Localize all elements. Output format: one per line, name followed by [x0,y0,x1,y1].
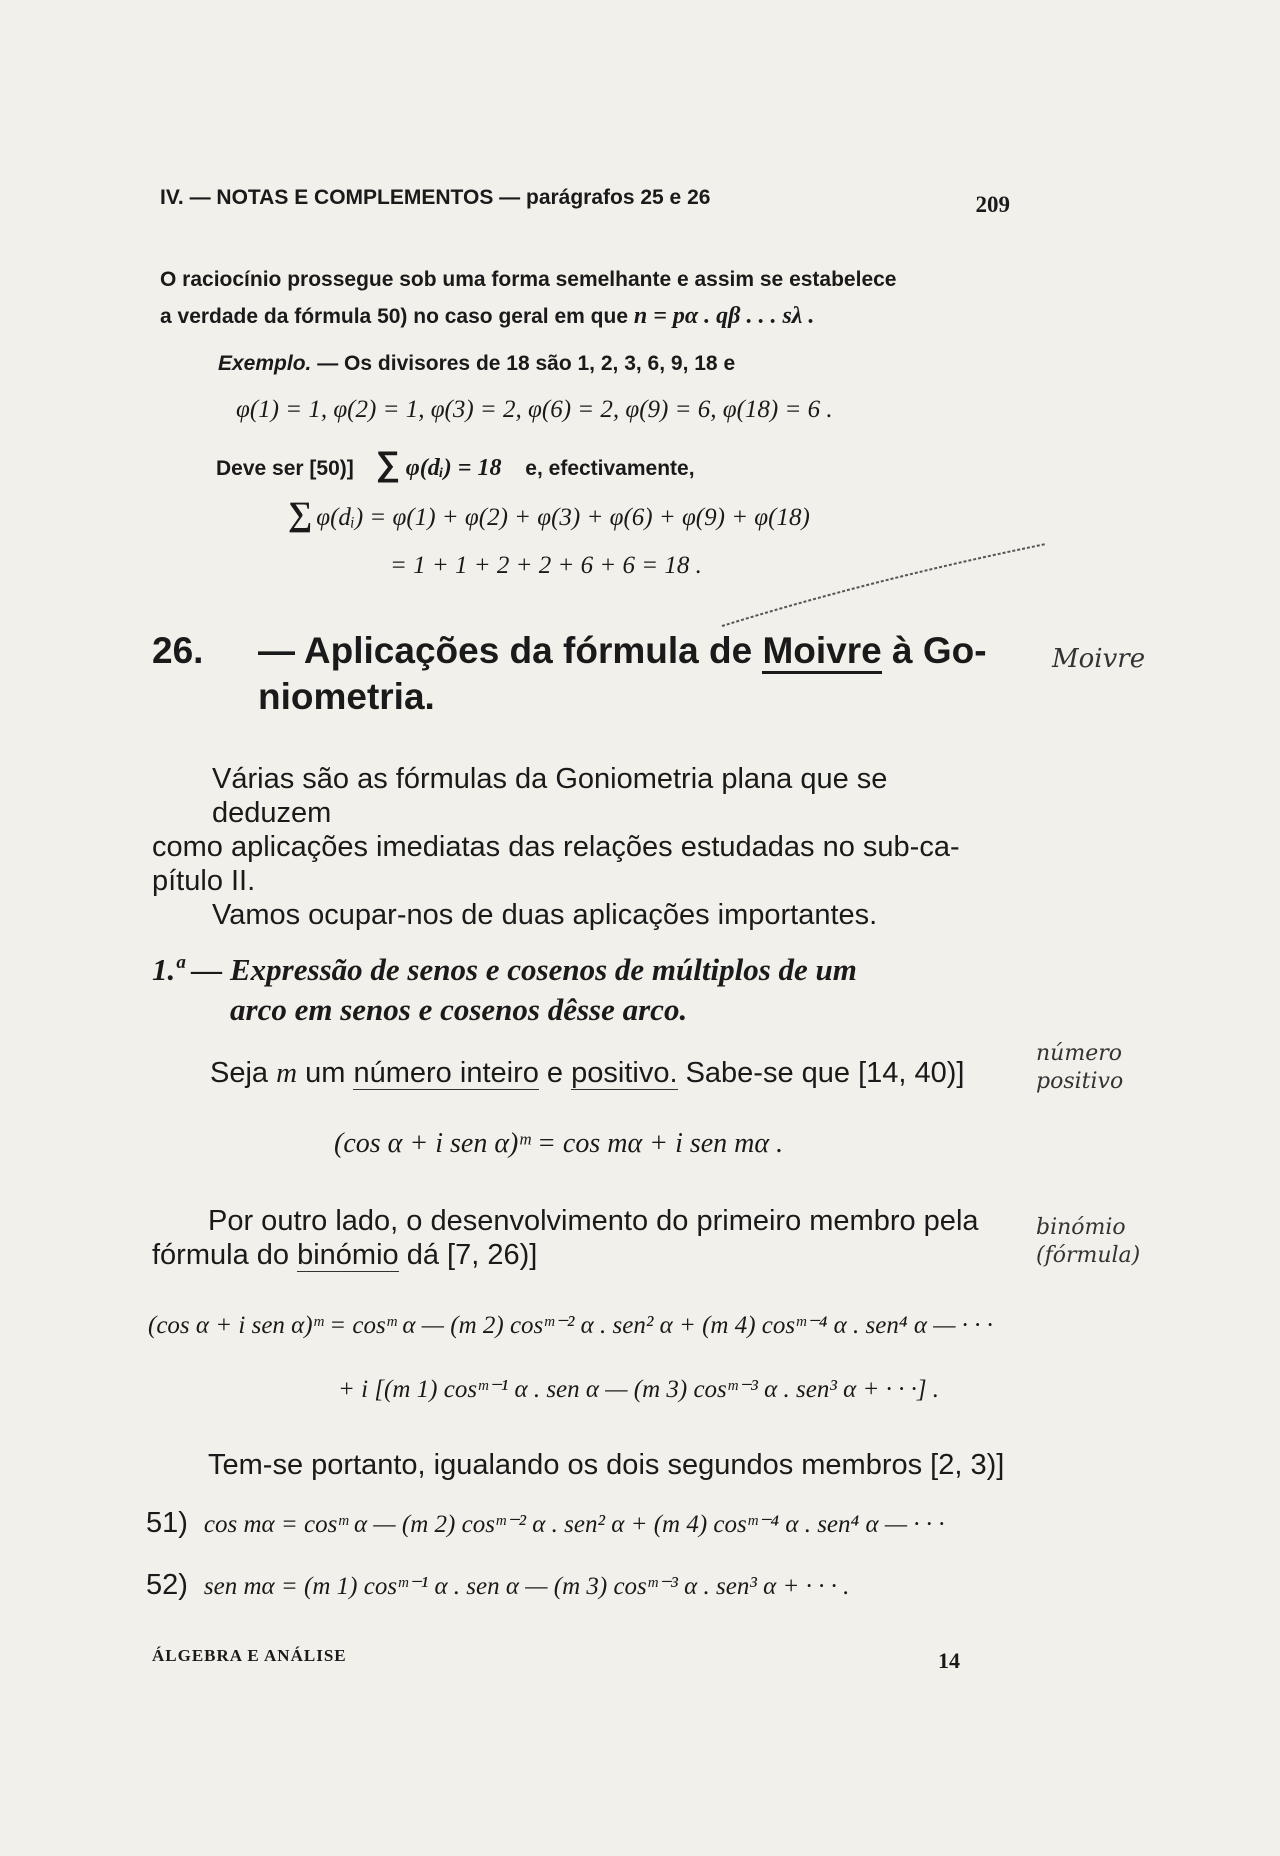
sigma-symbol: ∑ [375,445,400,483]
sum-line2: = 1 + 1 + 2 + 2 + 6 + 6 = 18 . [390,552,702,579]
margin-note-numero: número positivo [1036,1041,1124,1094]
tem-se-line: Tem-se portanto, igualando os dois segundos membros [2, 3)] [208,1449,1005,1481]
seja-positivo: positivo. [571,1057,678,1089]
section-26-line1 [152,628,1032,674]
seja-suffix: Sabe-se que [14, 40)] [685,1057,965,1089]
seja-numero-inteiro: número inteiro [353,1057,539,1089]
footer-book-title: ÁLGEBRA E ANÁLISE [152,1646,347,1665]
por-outro-paragraph [152,1204,1012,1272]
eq51-formula: cos mα = cosᵐ α — (m 2) cosᵐ⁻² α . sen² α + (m 4) cosᵐ⁻⁴ α . sen⁴ α — · · · [203,1511,945,1538]
subsection-1 [152,950,1032,1030]
example-text: — Os divisores de 18 são 1, 2, 3, 6, 9, 18 e [317,352,736,375]
para1-formula: n = pα . qβ . . . sλ . [633,303,815,329]
section-title-line2: niometria. [258,676,435,717]
seja-e: e [546,1057,564,1089]
intro-line3: pítulo II. [152,865,256,897]
sum-line1 [288,496,810,534]
intro-line2: como aplicações imediatas das relações estudadas no sub-ca- [152,831,960,863]
eq51-label: 51) [146,1507,188,1539]
intro-paragraph [152,762,1012,932]
eq52-label: 52) [146,1569,188,1601]
equation-52 [146,1568,849,1602]
de-moivre-formula: (cos α + i sen α)ᵐ = cos mα + i sen mα . [334,1128,784,1159]
por-outro-line2a: fórmula do [152,1239,290,1271]
section-number: 26. [152,630,204,671]
expansion-line2: + i [(m 1) cosᵐ⁻¹ α . sen α — (m 3) cosᵐ⁻³ α . sen³ α + · · ·] . [338,1376,940,1403]
example-line [218,346,1018,382]
section-title-part1: — Aplicações da fórmula de [258,630,753,671]
intro-line4: Vamos ocupar-nos de duas aplicações importantes. [212,899,878,931]
subsection-1-line2: arco em senos e cosenos dêsse arco. [230,992,688,1027]
deve-ser-line [216,446,1016,487]
section-title-part2: à Go- [891,630,987,671]
phi-values: φ(1) = 1, φ(2) = 1, φ(3) = 2, φ(6) = 2, φ(9) = 6, φ(18) = 6 . [236,396,833,423]
por-outro-line2 [152,1238,1012,1272]
section-26-title [152,628,1032,720]
para1-line2 [160,298,1020,335]
seja-m: m [276,1057,298,1089]
equation-51 [146,1506,945,1540]
seja-um: um [305,1057,346,1089]
intro-line1: Várias são as fórmulas da Goniometria plana que se deduzem [212,763,888,829]
pencil-stroke [720,540,1050,630]
por-outro-line2b: dá [7, 26)] [406,1239,538,1271]
expansion-line1: (cos α + i sen α)ᵐ = cosᵐ α — (m 2) cosᵐ⁻² α . sen² α + (m 4) cosᵐ⁻⁴ α . sen⁴ α — · · · [148,1312,993,1339]
para1-line1: O raciocínio prossegue sob uma forma semelhante e assim se estabelece [160,268,897,291]
page-number: 209 [975,192,1010,217]
seja-prefix: Seja [210,1057,269,1089]
para1-line2-text: a verdade da fórmula 50) no caso geral em que [160,305,628,328]
sum-statement: φ(dᵢ) = 18 [405,455,502,481]
header-left: IV. — NOTAS E COMPLEMENTOS — parágrafos 25 e 26 [160,186,711,209]
seja-line [210,1056,1030,1090]
footer-signature: 14 [938,1648,960,1673]
subsection-1-line1: 1.ª — Expressão de senos e cosenos de múltiplos de um [152,952,857,987]
margin-note-binomio: binómio (fórmula) [1036,1215,1141,1268]
por-outro-line1: Por outro lado, o desenvolvimento do primeiro membro pela [208,1205,979,1237]
sum-expansion: φ(dᵢ) = φ(1) + φ(2) + φ(3) + φ(6) + φ(9) + φ(18) [316,504,810,531]
section-title-moivre: Moivre [762,630,881,674]
deve-ser: Deve ser [50)] [216,457,354,480]
margin-note-moivre: Moivre [1052,644,1146,674]
example-label: Exemplo. [218,352,312,375]
para1 [160,262,1020,335]
efectivamente: e, efectivamente, [525,457,695,480]
por-outro-binomio: binómio [297,1239,399,1271]
sigma-symbol-2: ∑ [288,496,313,533]
running-header [160,186,1010,217]
eq52-formula: sen mα = (m 1) cosᵐ⁻¹ α . sen α — (m 3) cosᵐ⁻³ α . sen³ α + · · · . [203,1573,850,1600]
